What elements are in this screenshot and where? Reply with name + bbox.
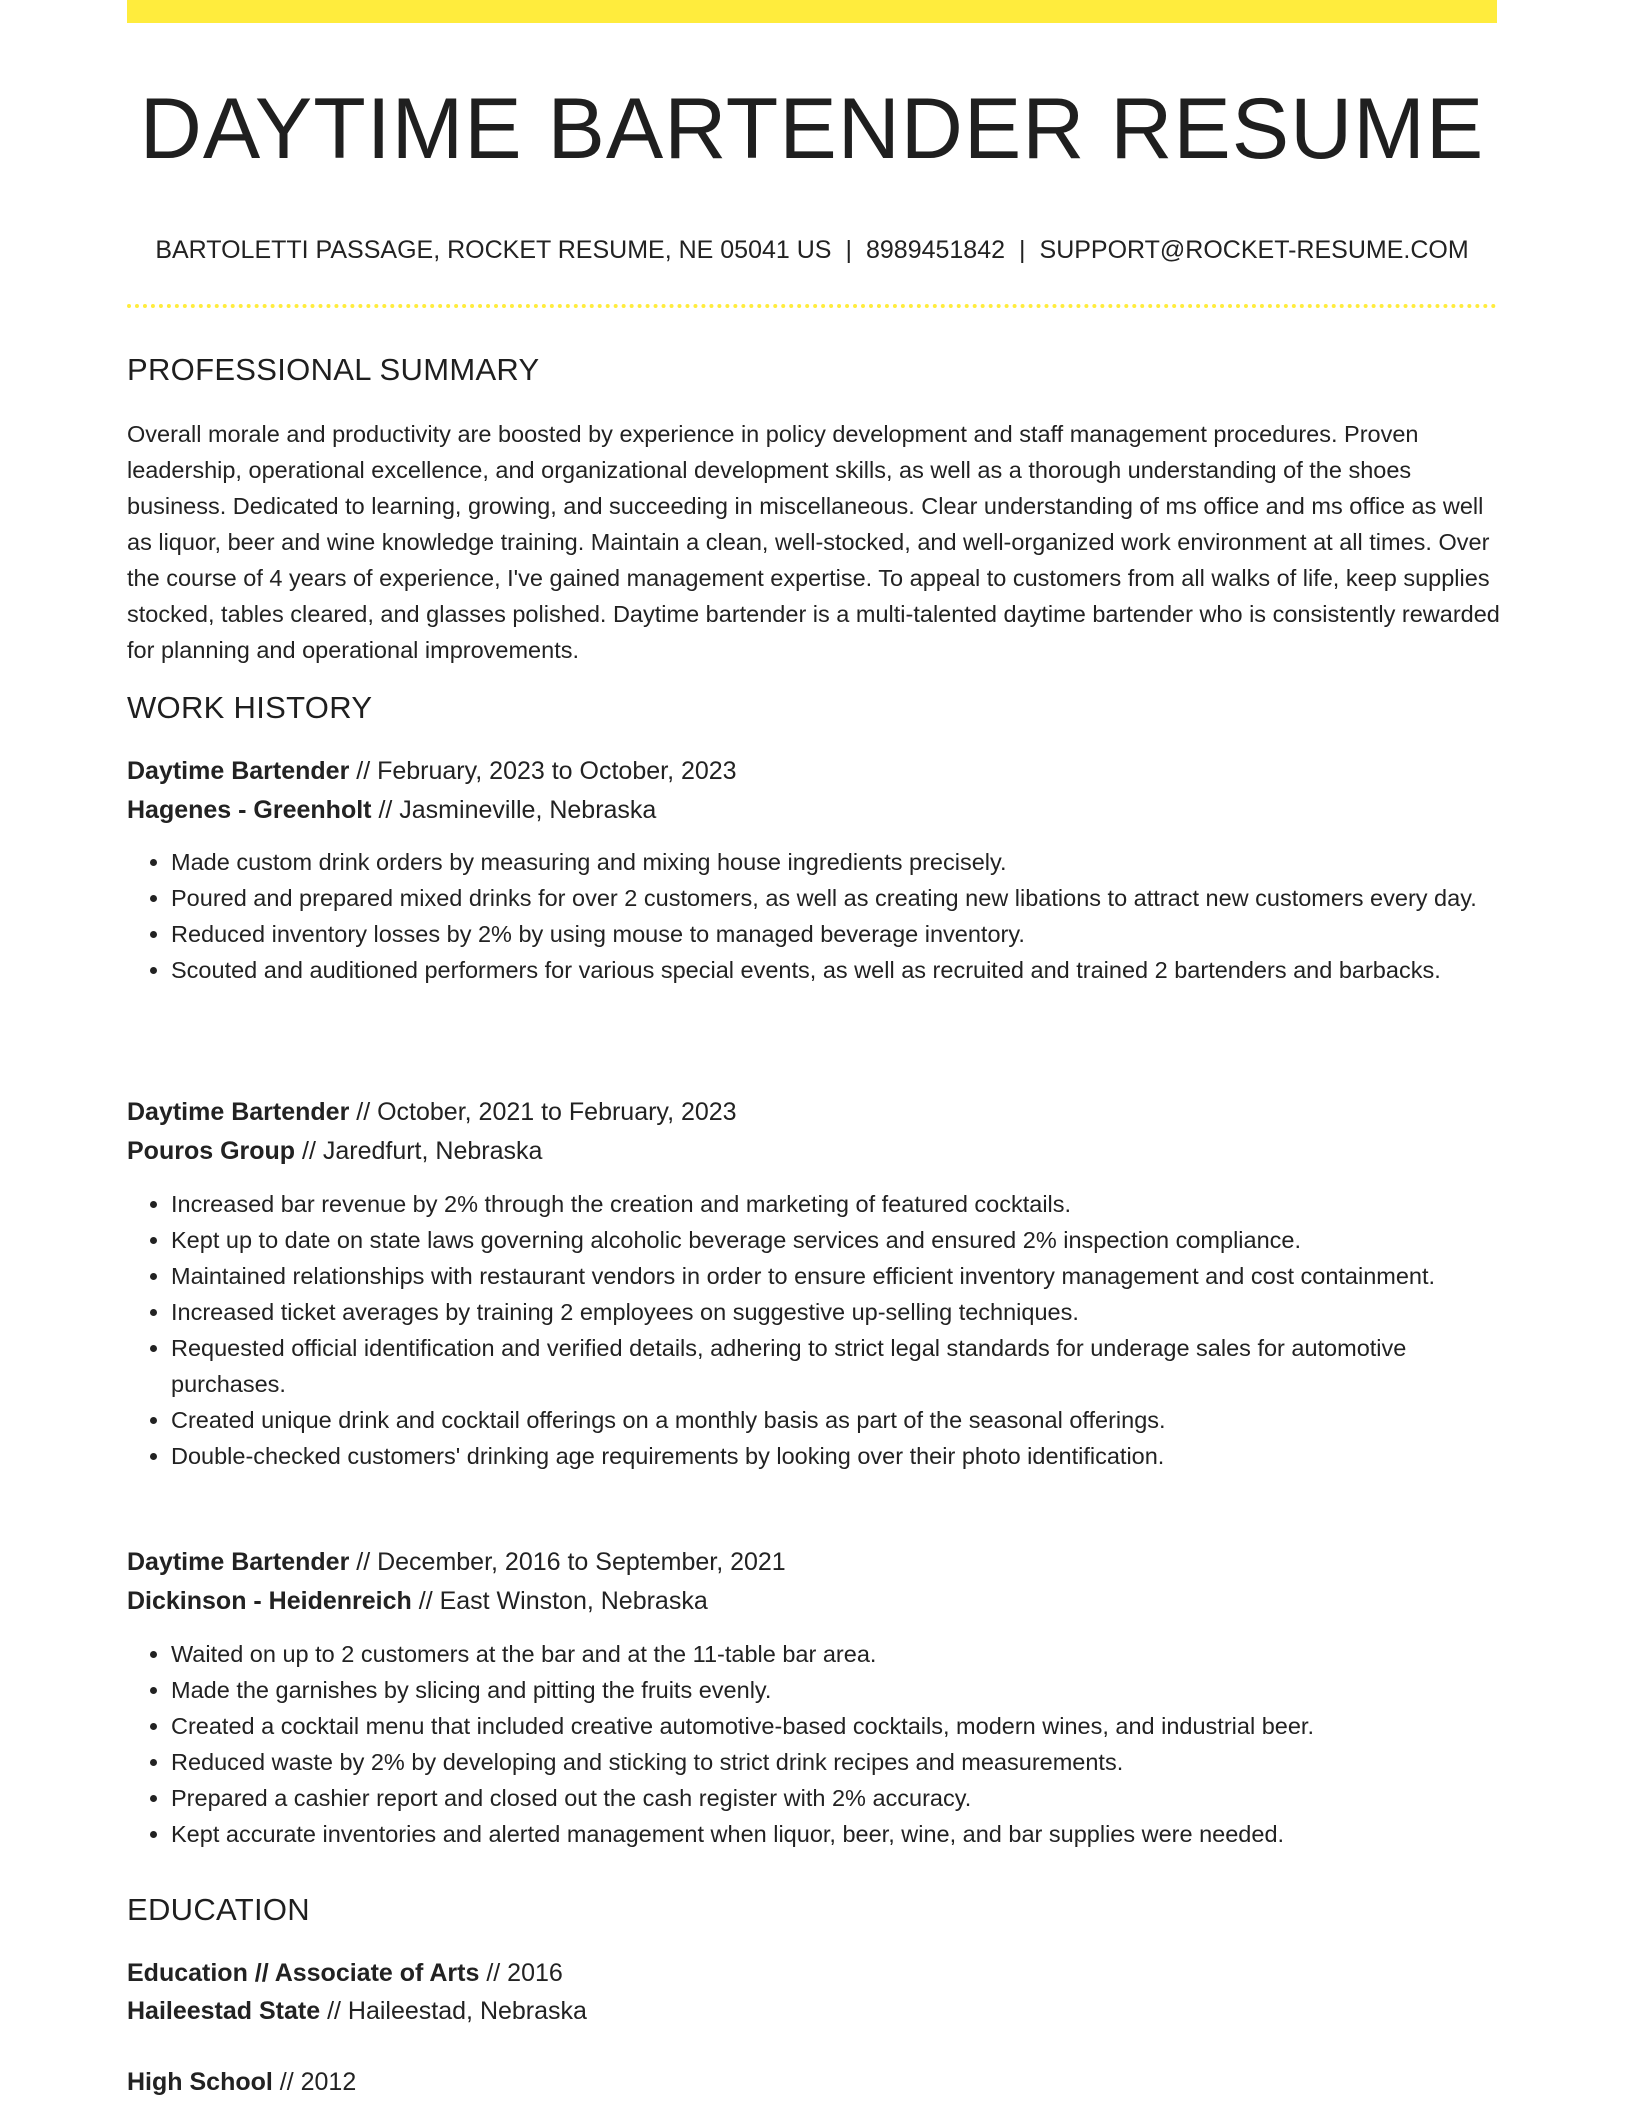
contact-separator: | <box>845 236 852 264</box>
job-company: Pouros Group <box>127 1137 296 1165</box>
dotted-divider <box>127 304 1497 308</box>
education-heading: EDUCATION <box>127 1892 310 1927</box>
job-dates: // December, 2016 to September, 2021 <box>349 1548 786 1576</box>
job-company: Dickinson - Heidenreich <box>127 1587 412 1615</box>
list-item: • Reduced inventory losses by 2% by using mouse to managed beverage inventory. <box>171 916 1503 952</box>
job-company-line <box>127 796 656 825</box>
list-item: • Increased bar revenue by 2% through the creation and marketing of featured cocktails. <box>171 1186 1503 1222</box>
list-item: • Increased ticket averages by training 2 employees on suggestive up-selling techniques. <box>171 1294 1503 1330</box>
job-dates: // October, 2021 to February, 2023 <box>349 1098 737 1126</box>
list-item: • Prepared a cashier report and closed out the cash register with 2% accuracy. <box>171 1780 1503 1816</box>
job-location: // Jaredfurt, Nebraska <box>295 1137 543 1165</box>
contact-separator: | <box>1019 236 1026 264</box>
job-bullets <box>127 1636 1503 1852</box>
list-item: • Requested official identification and verified details, adhering to strict legal standards for underage sales for automotive purchases. <box>171 1330 1503 1402</box>
summary-text: Overall morale and productivity are boosted by experience in policy development and staff management procedures. Proven leadership, operational excellence, and organizational development skills, as well as a thorough understanding of the shoes business. Dedicated to learning, growing, and succeeding in miscellaneous. Clear understanding of ms office and ms office as well as liquor, beer and wine knowledge training. Maintain a clean, well-stocked, and well-organized work environment at all times. Over the course of 4 years of experience, I've gained management expertise. To appeal to customers from all walks of life, keep supplies stocked, tables cleared, and glasses polished. Daytime bartender is a multi-talented daytime bartender who is consistently rewarded for planning and operational improvements. <box>127 421 1500 663</box>
list-item: • Double-checked customers' drinking age requirements by looking over their photo identification. <box>171 1438 1503 1474</box>
contact-email[interactable]: SUPPORT@ROCKET-RESUME.COM <box>1039 236 1469 264</box>
job-title-line <box>127 1548 786 1577</box>
education-degree-line <box>127 1959 563 1988</box>
job-company-line <box>127 1137 542 1166</box>
list-item: • Poured and prepared mixed drinks for over 2 customers, as well as creating new libations to attract new customers every day. <box>171 880 1503 916</box>
list-item: • Kept accurate inventories and alerted management when liquor, beer, wine, and bar supplies were needed. <box>171 1816 1503 1852</box>
job-title: Daytime Bartender <box>127 1098 350 1126</box>
work-history-heading: WORK HISTORY <box>127 690 373 725</box>
job-title: Daytime Bartender <box>127 757 350 785</box>
job-title-line <box>127 1098 737 1127</box>
list-item: • Kept up to date on state laws governing alcoholic beverage services and ensured 2% inspection compliance. <box>171 1222 1503 1258</box>
education-school: Haileestad State <box>127 1997 321 2025</box>
resume-title: DAYTIME BARTENDER RESUME <box>139 81 1485 177</box>
education-degree-line <box>127 2068 356 2097</box>
list-item: • Made custom drink orders by measuring and mixing house ingredients precisely. <box>171 844 1503 880</box>
job-bullets <box>127 844 1503 988</box>
job-location: // East Winston, Nebraska <box>411 1587 708 1615</box>
education-degree: Education // Associate of Arts <box>127 1959 480 1987</box>
job-title-line <box>127 757 737 786</box>
job-company: Hagenes - Greenholt <box>127 796 372 824</box>
education-year: // 2016 <box>479 1959 563 1987</box>
list-item: • Reduced waste by 2% by developing and sticking to strict drink recipes and measurements. <box>171 1744 1503 1780</box>
job-location: // Jasmineville, Nebraska <box>371 796 657 824</box>
job-dates: // February, 2023 to October, 2023 <box>349 757 737 785</box>
education-year: // 2012 <box>272 2068 357 2096</box>
accent-bar <box>127 0 1497 23</box>
summary-heading: PROFESSIONAL SUMMARY <box>127 352 540 387</box>
contact-line <box>127 236 1497 265</box>
list-item: • Created unique drink and cocktail offerings on a monthly basis as part of the seasonal offerings. <box>171 1402 1503 1438</box>
job-title: Daytime Bartender <box>127 1548 350 1576</box>
education-school-line <box>127 1997 587 2026</box>
list-item: • Created a cocktail menu that included creative automotive-based cocktails, modern wines, and industrial beer. <box>171 1708 1503 1744</box>
job-company-line <box>127 1587 708 1616</box>
list-item: • Made the garnishes by slicing and pitting the fruits evenly. <box>171 1672 1503 1708</box>
education-degree: High School <box>127 2068 273 2096</box>
contact-address: BARTOLETTI PASSAGE, ROCKET RESUME, NE 05041 US <box>155 236 832 264</box>
job-bullets <box>127 1186 1503 1474</box>
education-location: // Haileestad, Nebraska <box>320 1997 587 2025</box>
contact-phone: 8989451842 <box>865 236 1006 264</box>
list-item: • Maintained relationships with restaurant vendors in order to ensure efficient inventory management and cost containment. <box>171 1258 1503 1294</box>
list-item: • Scouted and auditioned performers for various special events, as well as recruited and trained 2 bartenders and barbacks. <box>171 952 1503 988</box>
list-item: • Waited on up to 2 customers at the bar and at the 11-table bar area. <box>171 1636 1503 1672</box>
